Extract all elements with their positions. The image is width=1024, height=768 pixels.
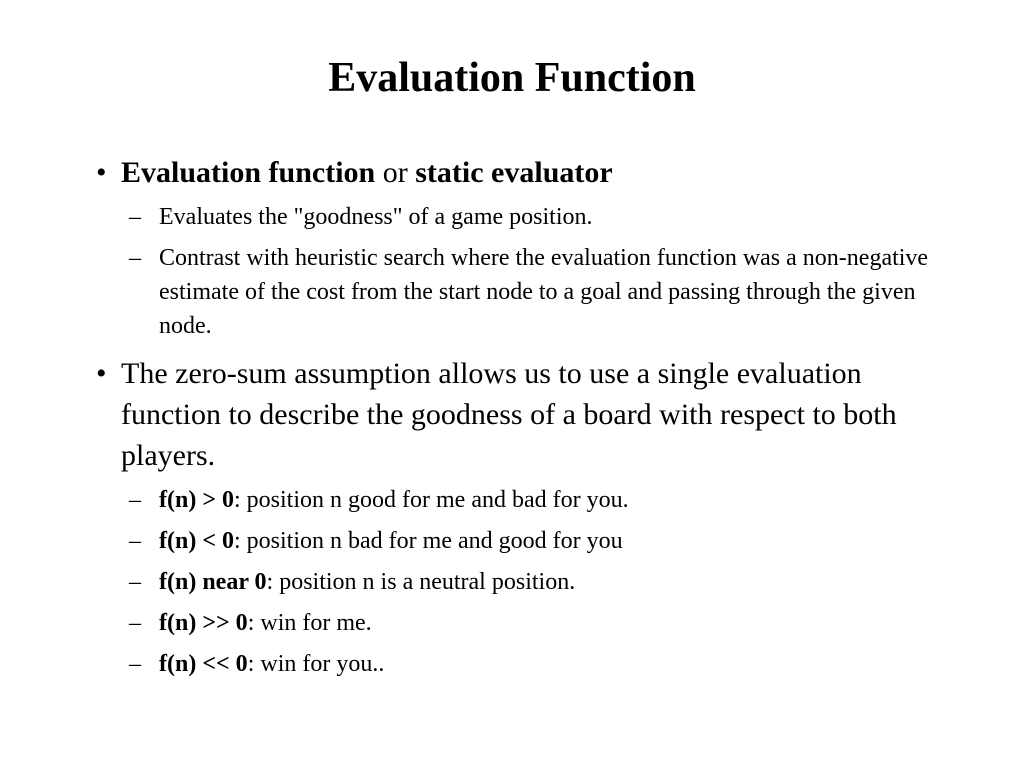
sub-bullet-marker: – <box>129 487 141 513</box>
formula: f(n) > 0 <box>159 487 234 513</box>
slide-title: Evaluation Function <box>328 55 696 101</box>
sub-bullet-text: : position n bad for me and good for you <box>234 528 623 554</box>
formula: f(n) >> 0 <box>159 610 248 636</box>
sub-bullet-f-much-less <box>96 647 966 681</box>
term-static-evaluator: static evaluator <box>415 156 613 189</box>
sub-bullet-text: : win for me. <box>247 610 372 636</box>
sub-bullet-marker: – <box>129 528 141 554</box>
sub-bullet-f-negative <box>96 524 966 558</box>
formula: f(n) < 0 <box>159 528 234 554</box>
sub-bullet-f-positive <box>96 483 966 517</box>
bullet-text: The zero-sum assumption allows us to use a single evaluation function to describe the goodness of a board with respect to both players. <box>121 357 897 472</box>
sub-bullet-marker: – <box>129 651 141 677</box>
sub-bullet-text: Evaluates the "goodness" of a game position. <box>159 204 593 230</box>
bullet-evaluation-function <box>96 152 966 193</box>
bullet-zero-sum <box>96 353 966 476</box>
formula: f(n) << 0 <box>159 651 248 677</box>
sub-bullet-f-much-greater <box>96 606 966 640</box>
formula: f(n) near 0 <box>159 569 267 595</box>
sub-bullet-text: Contrast with heuristic search where the evaluation function was a non-negative estimate of the cost from the start node to a goal and passing through the given node. <box>159 245 929 339</box>
sub-bullet-text: : position n good for me and bad for you. <box>234 487 629 513</box>
sub-bullet-text: : position n is a neutral position. <box>266 569 576 595</box>
connector-text: or <box>375 156 416 189</box>
slide-content <box>96 152 966 681</box>
sub-bullet-marker: – <box>129 245 141 271</box>
sub-bullet-marker: – <box>129 569 141 595</box>
sub-bullet-contrast <box>96 241 966 343</box>
sub-bullet-text: : win for you.. <box>247 651 385 677</box>
bullet-marker: • <box>96 156 107 189</box>
bullet-marker: • <box>96 357 107 390</box>
sub-bullet-marker: – <box>129 204 141 230</box>
sub-bullet-marker: – <box>129 610 141 636</box>
sub-bullet-goodness <box>96 200 966 234</box>
sub-bullet-f-near-zero <box>96 565 966 599</box>
term-evaluation-function: Evaluation function <box>121 156 376 189</box>
